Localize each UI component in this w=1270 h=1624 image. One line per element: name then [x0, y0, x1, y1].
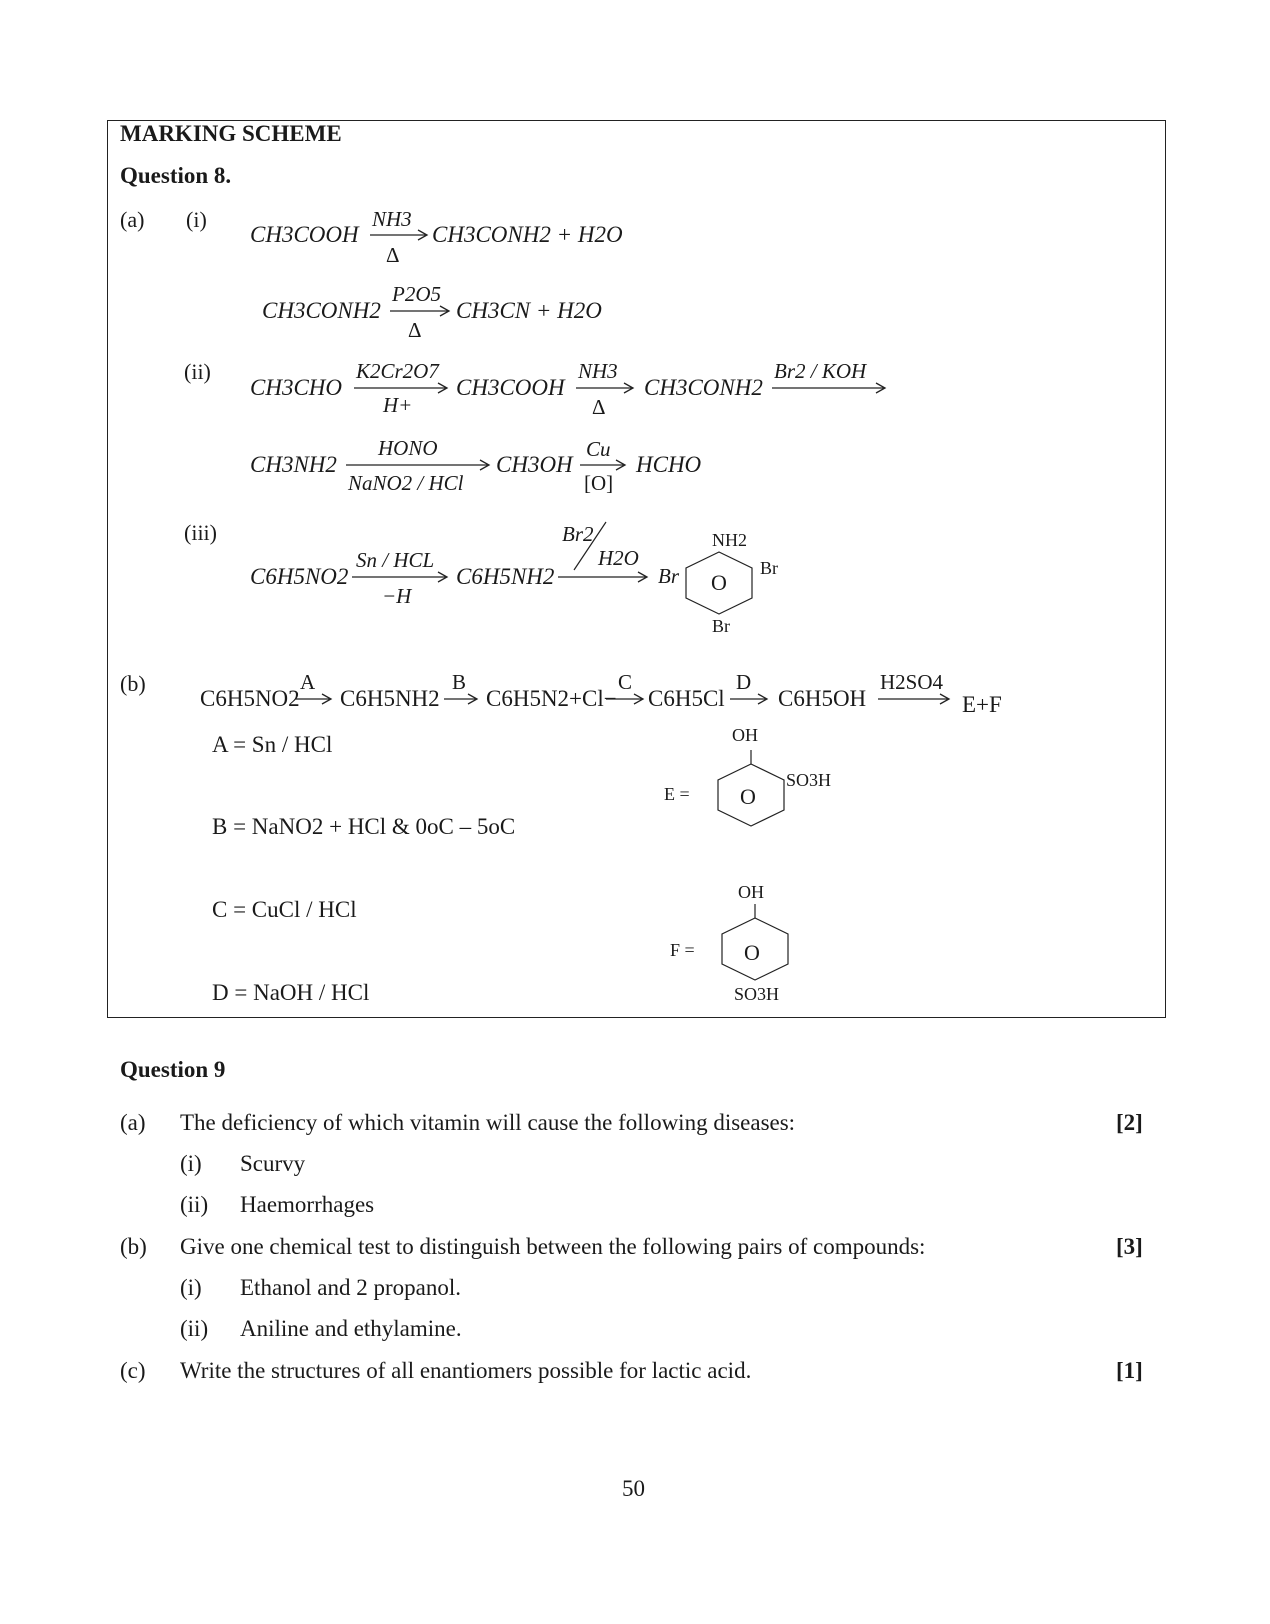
part-a-label: (a) — [120, 207, 145, 232]
q9-c-label: (c) — [120, 1358, 146, 1383]
E-top-sub: OH — [732, 725, 758, 745]
chain-a4: D — [736, 670, 752, 694]
part-a-iii-label: (iii) — [184, 520, 217, 545]
chain-s1: C6H5NO2 — [200, 686, 300, 711]
a-ii-r1-below2: Δ — [592, 395, 606, 419]
reaction-arrow — [606, 692, 646, 706]
chain-s4: C6H5Cl — [648, 686, 725, 711]
q9-c-text: Write the structures of all enantiomers possible for lactic acid. — [180, 1358, 752, 1383]
a-ii-r2-below1: NaNO2 / HCl — [348, 471, 464, 495]
F-ring-center: O — [744, 940, 760, 965]
reaction-arrow — [370, 228, 430, 242]
reaction-arrow — [352, 570, 450, 584]
chain-s5: C6H5OH — [778, 686, 867, 711]
chain-a5: H2SO4 — [880, 670, 944, 694]
q9-b-ii-text: Aniline and ethylamine. — [240, 1316, 462, 1341]
reaction-arrow — [730, 692, 770, 706]
a-ii-r2-above1: HONO — [378, 436, 438, 460]
reaction-arrow — [390, 304, 452, 318]
ring-bottom-sub: Br — [712, 616, 730, 636]
question-8-label: Question 8. — [120, 163, 232, 188]
a-i-r1-above: NH3 — [372, 207, 412, 231]
a-i-r2-below: Δ — [408, 318, 422, 342]
q9-b-text: Give one chemical test to distinguish between the following pairs of compounds: — [180, 1234, 926, 1259]
q9-a-i-label: (i) — [180, 1151, 202, 1176]
a-i-r2-product: CH3CN + H2O — [456, 298, 602, 323]
reagent-B: B = NaNO2 + HCl & 0oC – 5oC — [212, 814, 516, 839]
a-iii-reactant: C6H5NO2 — [250, 564, 349, 589]
a-i-r1-below: Δ — [386, 243, 400, 267]
q9-b-label: (b) — [120, 1234, 147, 1259]
reaction-arrow — [576, 381, 636, 395]
chain-a1: A — [300, 670, 316, 694]
a-i-r1-reactant: CH3COOH — [250, 222, 359, 247]
q9-a-text: The deficiency of which vitamin will cause the following diseases: — [180, 1110, 796, 1135]
ring-right-sub: Br — [760, 558, 778, 578]
reaction-arrow — [558, 570, 650, 584]
reaction-arrow — [444, 692, 480, 706]
q9-a-i-text: Scurvy — [240, 1151, 306, 1176]
q9-c-marks: [1] — [1116, 1358, 1143, 1383]
chain-a3: C — [618, 670, 633, 694]
E-ring-center: O — [740, 784, 756, 809]
reaction-arrow — [580, 458, 628, 472]
reaction-arrow — [346, 458, 492, 472]
reagent-A: A = Sn / HCl — [212, 732, 333, 757]
a-ii-r1-mid1: CH3COOH — [456, 375, 565, 400]
a-ii-r1-mid2: CH3CONH2 — [644, 375, 763, 400]
marking-scheme-heading: MARKING SCHEME — [120, 121, 342, 146]
q9-b-ii-label: (ii) — [180, 1316, 209, 1341]
reaction-arrow — [772, 381, 888, 395]
question-9-title: Question 9 — [120, 1057, 226, 1082]
a-i-r2-above: P2O5 — [392, 282, 441, 306]
slash-mark — [570, 520, 610, 572]
F-bottom-sub: SO3H — [734, 984, 780, 1004]
q9-a-ii-text: Haemorrhages — [240, 1192, 375, 1217]
F-label: F = — [670, 940, 695, 960]
ring-top-sub: NH2 — [712, 530, 747, 550]
q9-b-marks: [3] — [1116, 1234, 1143, 1259]
q9-b-i-text: Ethanol and 2 propanol. — [240, 1275, 462, 1300]
reagent-D: D = NaOH / HCl — [212, 980, 370, 1005]
reaction-arrow — [296, 692, 334, 706]
a-iii-above2a: Br2 — [562, 522, 594, 546]
a-ii-r1-below1: H+ — [383, 393, 413, 417]
chain-s2: C6H5NH2 — [340, 686, 440, 711]
q9-a-marks: [2] — [1116, 1110, 1143, 1135]
a-ii-r2-above2: Cu — [586, 437, 611, 461]
a-iii-mid1: C6H5NH2 — [456, 564, 555, 589]
page-number: 50 — [622, 1476, 645, 1501]
q9-a-ii-label: (ii) — [180, 1192, 209, 1217]
reaction-arrow — [354, 381, 450, 395]
chain-a2: B — [452, 670, 467, 694]
q9-b-i-label: (i) — [180, 1275, 202, 1300]
ring-left-sub: Br — [658, 564, 679, 588]
a-iii-below1: −H — [382, 584, 412, 608]
a-ii-r2-reactant: CH3NH2 — [250, 452, 337, 477]
a-iii-above2b: H2O — [598, 546, 639, 570]
a-ii-r2-mid1: CH3OH — [496, 452, 573, 477]
reagent-C: C = CuCl / HCl — [212, 897, 357, 922]
F-top-sub: OH — [738, 882, 764, 902]
part-b-label: (b) — [120, 671, 146, 696]
a-ii-r2-below2: [O] — [584, 471, 614, 495]
chain-s3: C6H5N2+Cl− — [486, 686, 617, 711]
a-ii-r1-above3: Br2 / KOH — [774, 359, 867, 383]
a-ii-r2-product: HCHO — [636, 452, 702, 477]
a-ii-r1-reactant: CH3CHO — [250, 375, 343, 400]
a-iii-above1: Sn / HCL — [356, 548, 435, 572]
a-ii-r1-above1: K2Cr2O7 — [356, 359, 439, 383]
reaction-arrow — [878, 692, 952, 706]
E-label: E = — [664, 784, 690, 804]
part-a-ii-label: (ii) — [184, 359, 211, 384]
part-a-i-label: (i) — [186, 207, 207, 232]
E-side-sub: SO3H — [786, 770, 832, 790]
a-i-r1-product: CH3CONH2 + H2O — [432, 222, 623, 247]
a-ii-r1-above2: NH3 — [578, 359, 618, 383]
q9-a-label: (a) — [120, 1110, 146, 1135]
a-i-r2-reactant: CH3CONH2 — [262, 298, 381, 323]
chain-s6: E+F — [962, 692, 1002, 717]
ring-center: O — [711, 570, 727, 595]
